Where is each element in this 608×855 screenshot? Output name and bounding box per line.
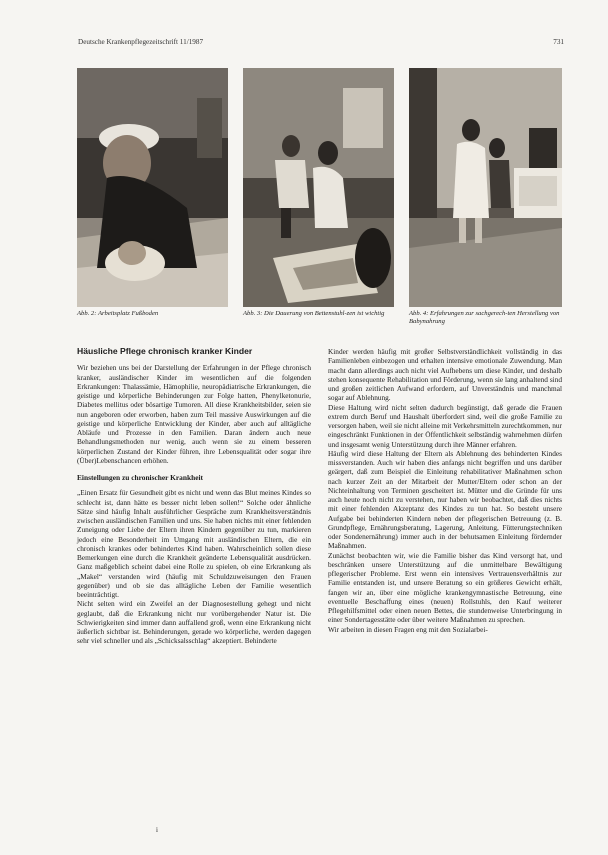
article-title: Häusliche Pflege chronisch kranker Kinder xyxy=(77,346,253,356)
running-header xyxy=(78,38,564,50)
column-right xyxy=(328,347,562,634)
journal-name: Deutsche Krankenpflegezeitschrift 11/1987 xyxy=(78,38,204,46)
paragraph: Diese Haltung wird nicht selten dadurch begünstigt, daß gerade die Frauen extrem durch Beruf und Haushalt überfordert sind, weil die große Familie zu versorgen haben, weil sie nicht alleine mit Verkehrsmitteln zurechtkommen, nur eingeschränkt Funktionen in der Öffentlichkeit selbständig wahrnehmen dürfen und insgesamt wenig Unterstützung durch ihre Männer erfahren. xyxy=(328,402,562,449)
page-number: 731 xyxy=(553,38,564,46)
paragraph: „Einen Ersatz für Gesundheit gibt es nicht und wenn das Blut meines Kindes so schlecht ist, dann hätte es besser nicht leben sollen!“ Solche oder ähnliche Sätze sind häufig Inhalt ausführlicher Gespräche zum Krankheitsverständnis zwischen ausländischen Familien und uns. Sie haben nichts mit einer fehlenden Zuneigung oder Liebe der Eltern ihren Kindern gegenüber zu tun, markieren jedoch eine Besonderheit im Umgang mit ausländischen Eltern, die ein chronisch krankes oder behindertes Kind haben. Wahrscheinlich sollen diese Bemerkungen eine durch die Krankheit geänderte Lebensqualität ausdrücken. Ganz maßgeblich scheint dabei eine Rolle zu spielen, ob eine Erkrankung als „Makel“ verstanden wird (häufig mit Schuldzuweisungen den Frauen gegenüber) und ob sie das alltägliche Leben der Familie wesentlich beeinträchtigt. xyxy=(77,488,311,599)
paragraph: Zunächst beobachten wir, wie die Familie bisher das Kind versorgt hat, und beschränken unsere Unterstützung auf die unmittelbare Bewältigung pflegerischer Probleme. Erst wenn ein intensives Vertrauensverhältnis zur Familie entstanden ist, und unsere Beratung so ein größeres Gewicht erhält, fangen wir an, über eine mögliche krankengymnastische Betreuung, eine eventuelle Beschaffung eines (neuen) Rollstuhls, den Kauf weiterer Pflegehilfsmittel oder einen neuen Bettes, die stundenweise Unterbringung in einer Sondertagesstätte oder über weitere Maßnahmen zu sprechen. xyxy=(328,550,562,625)
column-left xyxy=(77,347,311,646)
caption-figure-3: Abb. 3: Die Dauerung von Bettenstuhl-zen ist wichtig xyxy=(243,310,385,317)
photo-bed-care xyxy=(243,68,394,307)
photo-kitchen-baby-food xyxy=(409,68,562,307)
paragraph: Wir beziehen uns bei der Darstellung der Erfahrungen in der Pflege chronisch kranker, ausländischer Kinder im wesentlichen auf die folgenden Erkrankungen: Thalassämie, Hämophilie, neuropädiatrische Erkrankungen, die geistige und körperliche Behinderungen zur Folge hatten, Phenylketonurie, Diabetes mellitus oder bösartige Tumoren. All diese Krankheitsbilder, seien sie nun angeboren oder erworben, haben zum Teil massive Auswirkungen auf die geistige und körperliche Entwicklung der Kinder, aber auch auf alltägliche Abläufe und Prozesse in den Familien. Daran ändern auch neue Behandlungsmethoden nur wenig, auch wenn sie zu einem besseren körperlichen Zustand der Kinder führen, ihre Lebensqualität oder sogar ihre (Über)Lebenschancen erhöhen. xyxy=(77,363,311,465)
photo-floor-workplace xyxy=(77,68,228,307)
section-heading: Einstellungen zu chronischer Krankheit xyxy=(77,473,203,482)
paragraph: Wir arbeiten in diesen Fragen eng mit den Sozialarbei- xyxy=(328,624,488,634)
caption-figure-2: Abb. 2: Arbeitsplatz Fußboden xyxy=(77,310,159,317)
paragraph: Häufig wird diese Haltung der Eltern als Ablehnung des behinderten Kindes missverstanden. Auch wir haben dies anfangs nicht begriffen und uns darüber geärgert, daß zum Beispiel die Einleitung rehabilitativer Maßnahmen schon nach kurzer Zeit an der Mitarbeit der Mutter/Eltern oder schon an der Nichteinhaltung von Terminen gescheitert ist. Mütter und die Gründe für uns auch heute noch nicht zu verstehen, nur haben wir beobachtet, daß dies nichts mit einer fehlenden Akzeptanz des Kindes zu tun hat. So besteht unsere Aufgabe bei behinderten Kindern neben der pflegerischen Betreuung (z. B. Grundpflege, Ernährungsberatung, Lagerung, Anleitung, Fütterungstechniken oder Sondenernährung) immer auch in der behutsamen Einleitung fördernder Maßnahmen. xyxy=(328,448,562,551)
paragraph: Nicht selten wird ein Zweifel an der Diagnosestellung gehegt und nicht geglaubt, daß die Erkrankung nicht nur vorübergehender Natur ist. Die Schwierigkeiten sind immer dann auffallend groß, wenn eine Erkrankung nicht äußerlich sichtbar ist. Behinderungen, gerade wo körperliche, werden dagegen sehr viel schneller und als „Schicksalsschlag“ akzeptiert. Behinderte xyxy=(77,599,311,646)
caption-figure-4: Abb. 4: Erfahrungen zur sachgerech-ten Herstellung von Babynahrung xyxy=(409,310,560,325)
footer-mark: i xyxy=(156,826,158,834)
paragraph: Kinder werden häufig mit großer Selbstverständlichkeit vollständig in das Familienleben einbezogen und erhalten intensive emotionale Zuwendung. Man macht dann allerdings auch nicht viel Aufhebens um diese Kinder, und deshalb stehen konsequente Rehabilitation und Förderung, wenn sie lang anhaltend sind und großen zeitlichen Aufwand erfordern, auf Unverständnis und manchmal sogar auf Ablehnung. xyxy=(328,347,562,403)
